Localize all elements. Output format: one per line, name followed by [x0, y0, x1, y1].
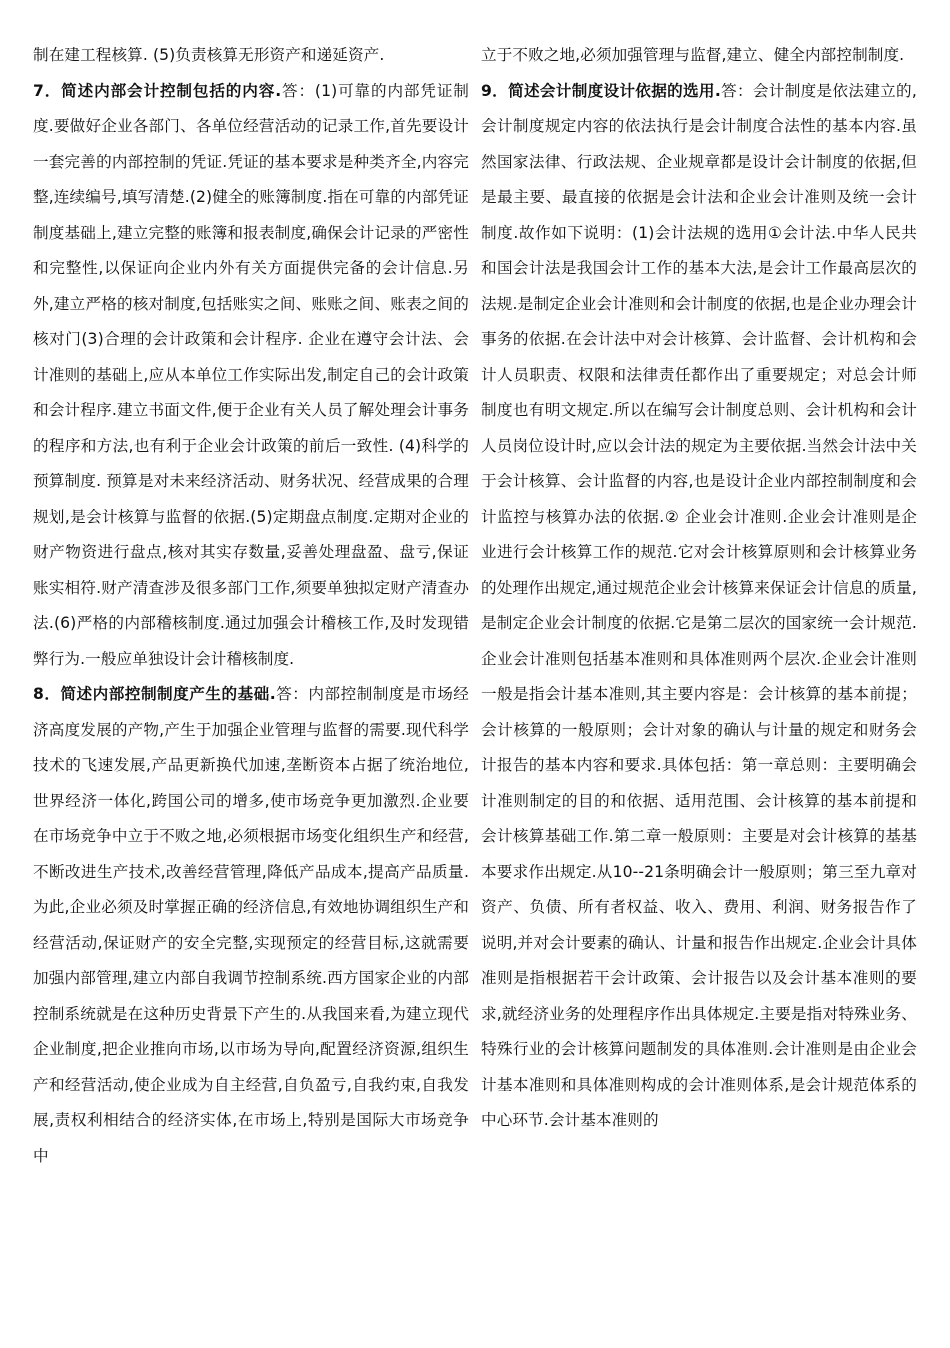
question-heading: 8．简述内部控制制度产生的基础.: [33, 685, 276, 703]
paragraph-text: 制在建工程核算. (5)负责核算无形资产和递延资产.: [33, 46, 385, 64]
left-column: [33, 38, 469, 1174]
paragraph-continuation: [481, 38, 917, 74]
paragraph-question-7: [33, 74, 469, 678]
paragraph-text: 立于不败之地,必须加强管理与监督,建立、健全内部控制制度.: [481, 46, 905, 64]
answer-text: 答：(1)可靠的内部凭证制度.要做好企业各部门、各单位经营活动的记录工作,首先要设计一套完善的内部控制的凭证.凭证的基本要求是种类齐全,内容完整,连续编号,填写清楚.(2)健全的账簿制度.指在可靠的内部凭证制度基础上,建立完整的账簿和报表制度,确保会计记录的严密性和完整性,以保证向企业内外有关方面提供完备的会计信息.另外,建立严格的核对制度,包括账实之间、账账之间、账表之间的核对门(3)合理的会计政策和会计程序. 企业在遵守会计法、会计准则的基础上,应从本单位工作实际出发,制定自己的会计政策和会计程序.建立书面文件,便于企业有关人员了解处理会计事务的程序和方法,也有利于企业会计政策的前后一致性. (4)科学的预算制度. 预算是对未来经济活动、财务状况、经营成果的合理规划,是会计核算与监督的依据.(5)定期盘点制度.定期对企业的财产物资进行盘点,核对其实存数量,妥善处理盘盈、盘亏,保证账实相符.财产清查涉及很多部门工作,须要单独拟定财产清查办法.(6)严格的内部稽核制度.通过加强会计稽核工作,及时发现错弊行为.一般应单独设计会计稽核制度.: [33, 81, 470, 668]
right-column: [481, 38, 917, 1139]
question-heading: 7．简述内部会计控制包括的内容.: [33, 81, 282, 100]
paragraph-continuation: [33, 38, 469, 74]
question-heading: 9．简述会计制度设计依据的选用.: [481, 81, 721, 100]
paragraph-question-8: [33, 677, 469, 1174]
paragraph-question-9: [481, 74, 917, 1139]
answer-text: 答：内部控制制度是市场经济高度发展的产物,产生于加强企业管理与监督的需要.现代科学技术的飞速发展,产品更新换代加速,垄断资本占据了统治地位,世界经济一体化,跨国公司的增多,使市场竞争更加激烈.企业要在市场竞争中立于不败之地,必须根据市场变化组织生产和经营,不断改进生产技术,改善经营管理,降低产品成本,提高产品质量.为此,企业必须及时掌握正确的经济信息,有效地协调组织生产和经营活动,保证财产的安全完整,实现预定的经营目标,这就需要加强内部管理,建立内部自我调节控制系统.西方国家企业的内部控制系统就是在这种历史背景下产生的.从我国来看,为建立现代企业制度,把企业推向市场,以市场为导向,配置经济资源,组织生产和经营活动,使企业成为自主经营,自负盈亏,自我约束,自我发展,责权利相结合的经济实体,在市场上,特别是国际大市场竞争中: [33, 685, 470, 1165]
answer-text: 答：会计制度是依法建立的,会计制度规定内容的依法执行是会计制度合法性的基本内容.虽然国家法律、行政法规、企业规章都是设计会计制度的依据,但是最主要、最直接的依据是会计法和企业会计准则及统一会计制度.故作如下说明：(1)会计法规的选用①会计法.中华人民共和国会计法是我国会计工作的基本大法,是会计工作最高层次的法规.是制定企业会计准则和会计制度的依据,也是企业办理会计事务的依据.在会计法中对会计核算、会计监督、会计机构和会计人员职责、权限和法律责任都作出了重要规定；对总会计师制度也有明文规定.所以在编写会计制度总则、会计机构和会计人员岗位设计时,应以会计法的规定为主要依据.当然会计法中关于会计核算、会计监督的内容,也是设计企业内部控制制度和会计监控与核算办法的依据.② 企业会计准则.企业会计准则是企业进行会计核算工作的规范.它对会计核算原则和会计核算业务的处理作出规定,通过规范企业会计核算来保证会计信息的质量,是制定企业会计制度的依据.它是第二层次的国家统一会计规范.企业会计准则包括基本准则和具体准则两个层次.企业会计准则一般是指会计基本准则,其主要内容是：会计核算的基本前提；会计核算的一般原则；会计对象的确认与计量的规定和财务会计报告的基本内容和要求.具体包括：第一章总则：主要明确会计准则制定的目的和依据、适用范围、会计核算的基本前提和会计核算基础工作.第二章一般原则：主要是对会计核算的基基本要求作出规定.从10--21条明确会计一般原则；第三至九章对资产、负债、所有者权益、收入、费用、利润、财务报告作了说明,并对会计要素的确认、计量和报告作出规定.企业会计具体准则是指根据若干会计政策、会计报告以及会计基本准则的要求,就经济业务的处理程序作出具体规定.主要是指对特殊业务、特殊行业的会计核算问题制发的具体准则.会计准则是由企业会计基本准则和具体准则构成的会计准则体系,是会计规范体系的中心环节.会计基本准则的: [481, 81, 917, 1129]
